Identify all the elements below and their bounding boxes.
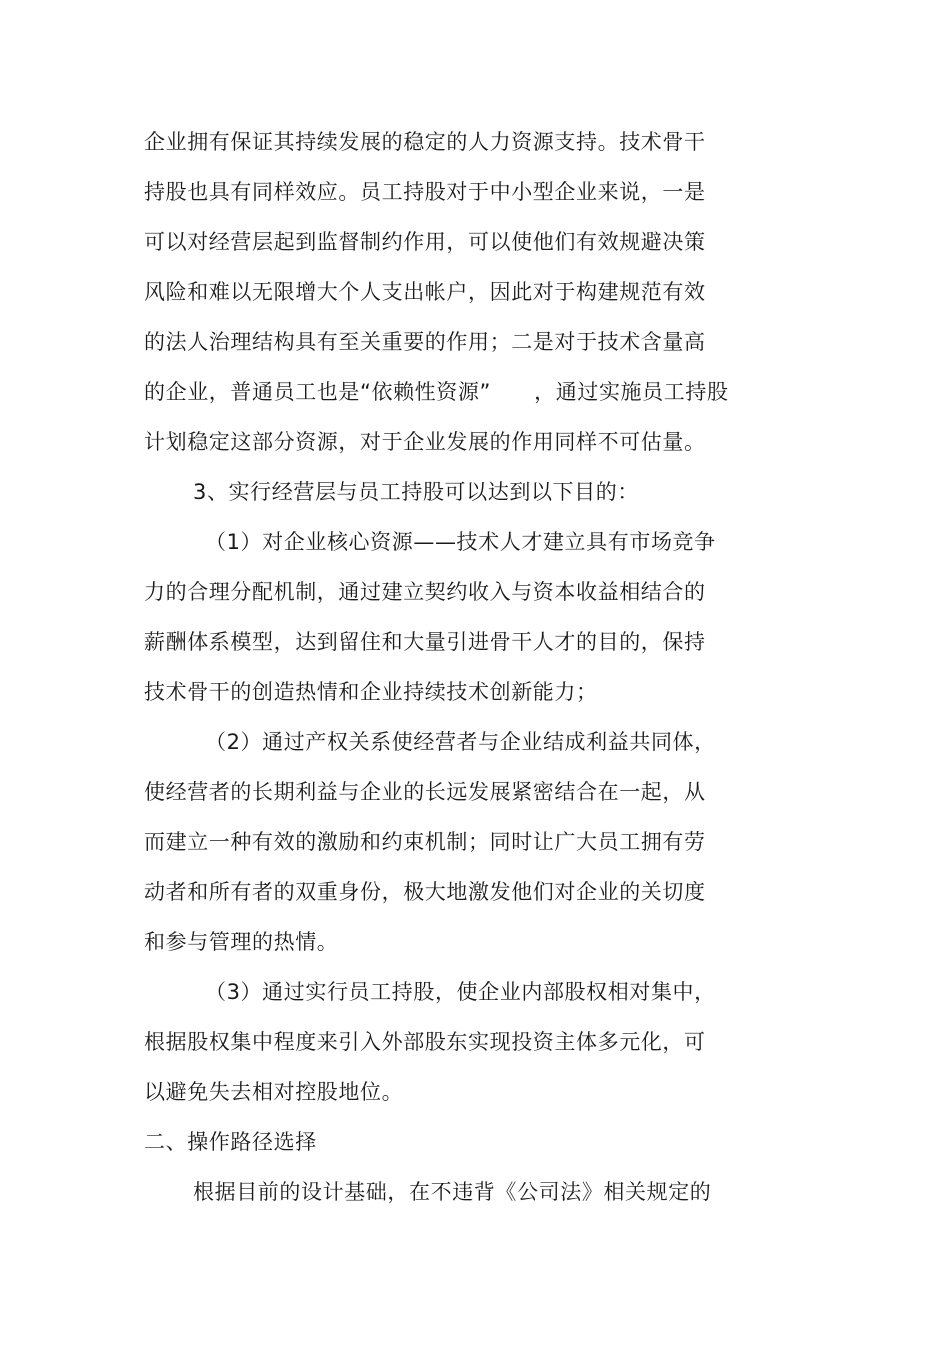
list-item-1-line-1: （1）对企业核心资源——技术人才建立具有市场竞争 (205, 530, 716, 554)
list-item-3-line-1: （3）通过实行员工持股，使企业内部股权相对集中， (205, 980, 716, 1004)
body-line-2: 持股也具有同样效应。员工持股对于中小型企业来说，一是 (144, 180, 706, 204)
body-line-1: 企业拥有保证其持续发展的稳定的人力资源支持。技术骨干 (144, 130, 706, 154)
body-line-4: 风险和难以无限增大个人支出帐户，因此对于构建规范有效 (144, 280, 706, 304)
list-item-3-line-2: 根据股权集中程度来引入外部股东实现投资主体多元化，可 (144, 1030, 706, 1054)
list-item-1-line-3: 薪酬体系模型，达到留住和大量引进骨干人才的目的，保持 (144, 630, 706, 654)
body-line-last: 根据目前的设计基础，在不违背《公司法》相关规定的 (193, 1180, 712, 1204)
body-line-6: 的企业，普通员工也是“依赖性资源” ，通过实施员工持股 (144, 380, 729, 404)
list-heading: 3、实行经营层与员工持股可以达到以下目的： (193, 480, 639, 504)
section-heading: 二、操作路径选择 (144, 1130, 317, 1154)
list-item-2-line-5: 和参与管理的热情。 (144, 930, 339, 954)
body-line-5: 的法人治理结构具有至关重要的作用；二是对于技术含量高 (144, 330, 706, 354)
list-item-2-line-1: （2）通过产权关系使经营者与企业结成利益共同体， (205, 730, 716, 754)
list-item-3-line-3: 以避免失去相对控股地位。 (144, 1080, 404, 1104)
list-item-2-line-3: 而建立一种有效的激励和约束机制；同时让广大员工拥有劳 (144, 830, 706, 854)
list-item-2-line-2: 使经营者的长期利益与企业的长远发展紧密结合在一起，从 (144, 780, 706, 804)
body-line-7: 计划稳定这部分资源，对于企业发展的作用同样不可估量。 (144, 430, 706, 454)
body-line-3: 可以对经营层起到监督制约作用，可以使他们有效规避决策 (144, 230, 706, 254)
list-item-2-line-4: 动者和所有者的双重身份，极大地激发他们对企业的关切度 (144, 880, 706, 904)
list-item-1-line-2: 力的合理分配机制，通过建立契约收入与资本收益相结合的 (144, 580, 706, 604)
list-item-1-line-4: 技术骨干的创造热情和企业持续技术创新能力； (144, 680, 598, 704)
